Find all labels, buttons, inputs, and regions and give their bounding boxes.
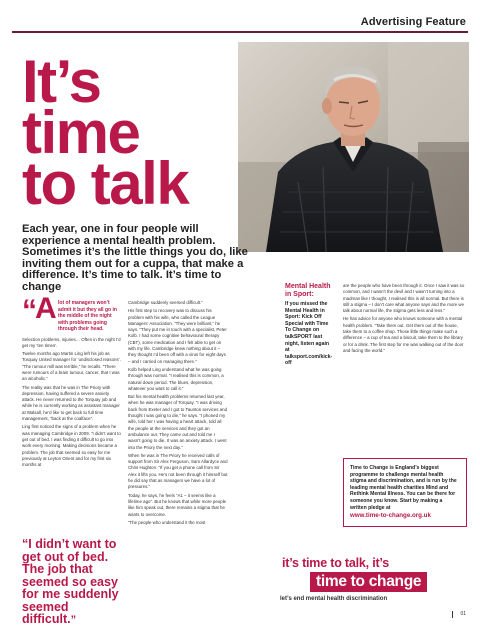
paragraph: “The people who understand it the most bbox=[128, 519, 206, 525]
paragraph: The reality was that he was in The Priory with depression, having suffered a severe anxiety attack. He never returned to the Torquay job and while he is currently working as assistant manager at Walsall, he’d like to get back to full time management, “back at the coalface”. bbox=[22, 384, 120, 422]
quote-mark: “ bbox=[22, 294, 37, 327]
portrait-illustration bbox=[238, 42, 469, 252]
paragraph: are the people who have been through it. Once I saw it was so common, and I wasn’t the devil and I wasn’t turning into a madman like I thought, I realised this is all normal. But there is still a stigma – I don’t care what anyone says and the more we talk about normal life, the stigma gets less and less.” bbox=[343, 283, 465, 314]
banner-line-2: time to change bbox=[310, 572, 427, 592]
paragraph: His first step to recovery was to discuss his problem with his wife, who called the League Managers’ Association. “They were brilliant,” he says. “They put me in touch with a specialist, Peter Kolb. I had some cognitive behavioural therapy (CBT), some medication and I felt able to get on with my life. Cambridge knew nothing about it – they thought I’d been off with a virus for eight days – and I carried on managing there.” bbox=[128, 308, 227, 364]
standfirst: Each year, one in four people will experience a mental health problem. Sometimes it’s the little things you do, like inviting them out for a cuppa, that make a difference. It’s time to talk. It’s time to change bbox=[22, 223, 248, 293]
headline bbox=[22, 48, 232, 217]
opening-quote bbox=[22, 292, 122, 333]
page-number: 01 bbox=[460, 611, 466, 617]
sidebar-text: If you missed the Mental Health in Sport: Kick Off Special with Time To Change on talkSPORT last night, listen again at talksport.com/kick-off bbox=[285, 301, 333, 367]
paragraph: Ling first noticed the signs of a problem when he was managing Cambridge in 2009. “I didn’t want to get out of bed. I was finding it difficult to go into work every morning. Making decisions became a problem. The job that seemed so easy for me previously at Leyton Orient and for my first six months at bbox=[22, 424, 121, 468]
sidebar-box bbox=[285, 283, 335, 367]
paragraph: When he was in The Priory he received calls of support from Sir Alex Ferguson, Sam Allardyce and Chris Hughton. “If you get a phone call from Sir Alex it lifts you. He’s not been through it himself but he did say that as managers we have a lot of pressures.” bbox=[128, 452, 228, 490]
banner-tagline: let’s end mental health discrimination bbox=[280, 596, 388, 602]
headline-line-1: It’s bbox=[22, 48, 101, 115]
paragraph: Kolb helped Ling understand what he was going through was normal. “I realised this is common, a natural down period. The blues, depression, whatever you want to call it.” bbox=[128, 366, 224, 391]
sidebar-title: Mental Health in Sport: bbox=[285, 283, 331, 298]
advertising-feature-label: Advertising Feature bbox=[360, 16, 466, 28]
headline-line-2: time bbox=[22, 99, 140, 166]
headline-line-3: to talk bbox=[22, 150, 189, 217]
lead-text: lot of managers won’t admit it but they all go in the middle of the night with problems going through their head. bbox=[58, 300, 117, 332]
pull-quote-text: “I didn’t want to get out of bed. The job that seemed so easy for me suddenly seemed difficult. bbox=[22, 537, 119, 626]
time-to-change-infobox bbox=[343, 458, 467, 527]
paragraph: Cambridge suddenly seemed difficult.” bbox=[128, 300, 203, 305]
infobox-url-link[interactable]: www.time-to-change.org.uk bbox=[350, 512, 431, 520]
drop-cap: A bbox=[35, 292, 57, 325]
infobox-text: Time to Change is England’s biggest programme to challenge mental health stigma and discrimination, and is run by the leading mental health charities Mind and Rethink Mental Illness. You can be there for someone you know. Start by making a written pledge at bbox=[350, 465, 457, 511]
pull-quote-close: ” bbox=[70, 614, 77, 626]
paragraph: Selection problems, injuries… Often in the night I’d get my ‘ten times’. bbox=[22, 336, 121, 348]
article-column-1 bbox=[22, 292, 122, 470]
paragraph: Twelve months ago Martin Ling left his job as Torquay United manager for ‘undisclosed reasons’. “The rumour mill was terrible,” he recalls. “There were rumours of a brain tumour, cancer, that I was an alcoholic.” bbox=[22, 351, 121, 382]
time-to-change-logo-banner bbox=[278, 556, 468, 616]
pull-quote bbox=[22, 538, 122, 627]
paragraph: He has advice for anyone who knows someone with a mental health problem. “Take them out. Get them out of the house, take them to a coffee shop. Those little things make such a difference – a cup of tea and a biscuit, take them to the library or for a drink. The first step for me was walking out of the door and facing the world.” bbox=[343, 316, 464, 353]
page-number-divider bbox=[452, 611, 453, 618]
paragraph: Today, he says, he feels “A1 – it seems like a lifetime ago”. But he knows that while more people like him speak out, there remains a stigma that he wants to overcome. bbox=[128, 492, 227, 517]
header-rule bbox=[12, 31, 468, 33]
article-column-4 bbox=[343, 283, 465, 356]
paragraph: But his mental health problems returned last year, when he was manager of Torquay. “I was driving back from Exeter and I got to Taunton services and thought I was going to die,” he says. “I phoned my wife, told her I was having a heart attack, told all the people at the services and they got an ambulance out. They came out and told me I wasn’t going to die. It was an anxiety attack. I went into the Priory the next day.” bbox=[128, 394, 228, 450]
portrait-photo bbox=[238, 42, 469, 252]
article-column-2 bbox=[128, 300, 228, 528]
banner-line-1: it’s time to talk, it’s bbox=[282, 556, 389, 570]
